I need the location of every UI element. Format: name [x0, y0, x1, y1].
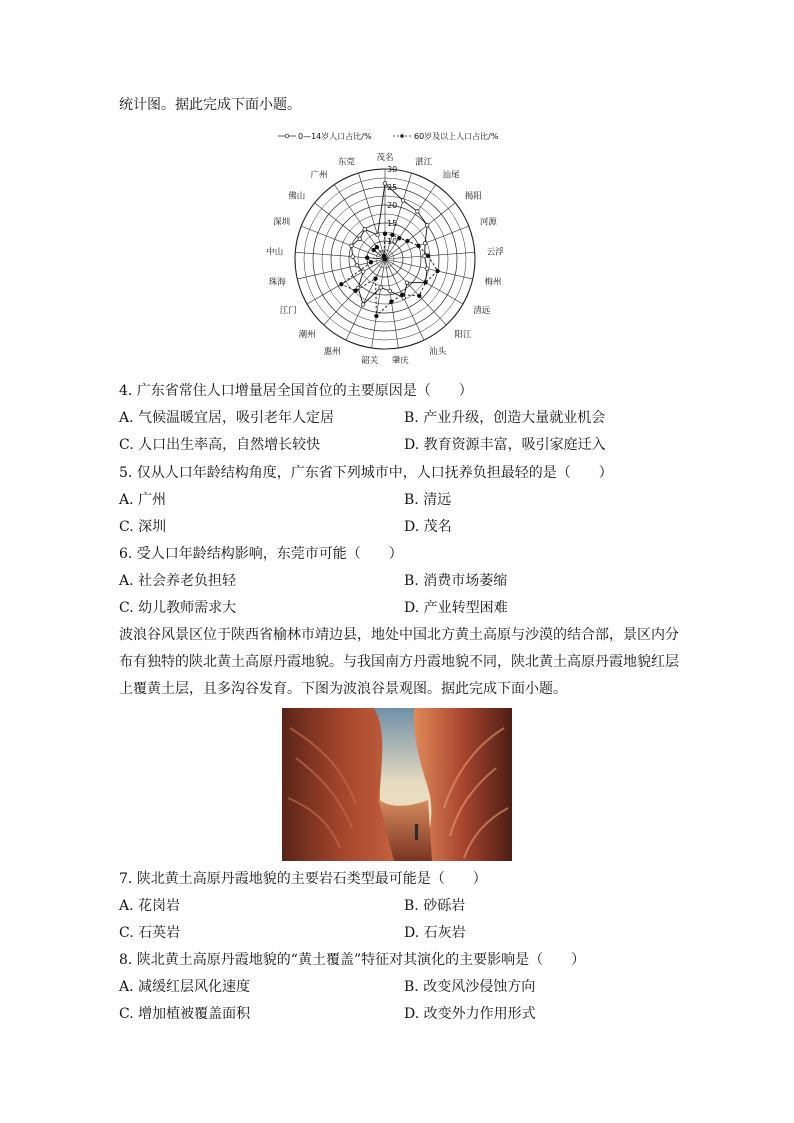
data-point-elderly [390, 300, 394, 304]
axis-tick-label: 25 [387, 183, 398, 192]
q8-option-a: A. 减缓红层风化速度 [119, 979, 251, 995]
data-point-children [425, 267, 429, 271]
category-label: 湛江 [415, 157, 433, 168]
data-point-elderly [400, 293, 404, 297]
q8-stem: 8. 陕北黄土高原丹霞地貌的“黄土覆盖”特征对其演化的主要影响是（ ） [119, 952, 586, 968]
data-point-elderly [375, 245, 379, 249]
q4-stem: 4. 广东省常住人口增量居全国首位的主要原因是（ ） [119, 383, 473, 399]
grid-spoke [385, 259, 446, 325]
data-point-elderly [406, 239, 410, 243]
q4-option-a: A. 气候温暖宜居，吸引老年人定居 [119, 410, 335, 426]
q6-option-a: A. 社会养老负担轻 [119, 573, 237, 589]
q5-option-d: D. 茂名 [404, 519, 452, 535]
data-point-elderly [340, 282, 344, 286]
radar-chart [266, 128, 530, 368]
data-point-children [388, 289, 392, 293]
data-point-children [401, 199, 405, 203]
data-point-children [355, 264, 359, 268]
q4-option-b: B. 产业升级，创造大量就业机会 [404, 410, 606, 426]
passage-text: 波浪谷风景区位于陕西省榆林市靖边县，地处中国北方黄土高原与沙漠的结合部，景区内分布有独特的陕北黄土高原丹霞地貌。与我国南方丹霞地貌不同，陕北黄土高原丹霞地貌红层上覆黄土层，且多沟谷发育。下图为波浪谷景观图。据此完成下面小题。 [119, 627, 679, 697]
q4-option-d: D. 教育资源丰富，吸引家庭迁入 [404, 437, 606, 453]
category-label: 肇庆 [391, 355, 409, 366]
data-point-children [363, 228, 367, 232]
data-point-children [379, 286, 383, 290]
axis-tick-label: 20 [387, 201, 398, 210]
category-label: 梅州 [484, 277, 502, 288]
category-label: 珠海 [268, 277, 286, 288]
q8-option-d: D. 改变外力作用形式 [404, 1006, 536, 1022]
legend-label-children: 0—14岁人口占比/% [298, 132, 372, 141]
hiker-figure [415, 828, 418, 840]
grid-spoke [307, 259, 385, 304]
chart-legend [278, 131, 499, 141]
grid-spoke [301, 226, 385, 259]
legend-label-elderly: 60岁及以上人口占比/% [414, 132, 499, 141]
axis-tick-label: 15 [387, 219, 398, 228]
data-point-elderly [383, 232, 387, 236]
q8-option-b: B. 改变风沙侵蚀方向 [404, 979, 536, 995]
data-point-elderly [375, 314, 379, 318]
data-point-children [350, 244, 354, 248]
category-label: 韶关 [361, 355, 379, 366]
category-label: 广州 [310, 170, 328, 181]
q5-option-a: A. 广州 [119, 492, 167, 508]
data-point-children [361, 270, 365, 274]
data-point-elderly [397, 236, 401, 240]
category-label: 中山 [266, 247, 284, 258]
q8-option-c: C. 增加植被覆盖面积 [119, 1006, 251, 1022]
data-point-children [423, 254, 427, 258]
canyon-image [282, 708, 512, 861]
q5-option-b: B. 清远 [404, 492, 452, 508]
q6-option-b: B. 消费市场萎缩 [404, 573, 508, 589]
data-point-elderly [374, 277, 378, 281]
category-label: 汕头 [429, 346, 447, 357]
data-point-children [425, 224, 429, 228]
category-label: 佛山 [288, 191, 306, 202]
category-label: 河源 [479, 217, 497, 228]
category-label: 东莞 [337, 157, 355, 168]
data-point-elderly [372, 248, 376, 252]
data-point-elderly [418, 294, 422, 298]
series-line-elderly [341, 234, 437, 316]
legend-dashed-marker [400, 134, 404, 138]
category-label: 揭阳 [464, 191, 482, 202]
category-label: 茂名 [376, 153, 394, 163]
category-label: 清远 [473, 306, 491, 316]
data-point-children [351, 255, 355, 259]
data-point-children [358, 237, 362, 241]
axis-tick-label: 30 [387, 165, 398, 174]
data-point-children [423, 241, 427, 245]
category-label: 惠州 [323, 346, 341, 357]
category-label: 潮州 [298, 329, 316, 340]
q6-option-d: D. 产业转型困难 [404, 600, 508, 616]
data-point-elderly [424, 281, 428, 285]
q5-stem: 5. 仅从人口年龄结构角度，广东省下列城市中，人口抚养负担最轻的是（ ） [119, 465, 613, 481]
legend-solid-marker [285, 134, 289, 138]
q7-option-a: A. 花岗岩 [119, 898, 181, 914]
data-point-children [405, 281, 409, 285]
q4-option-c: C. 人口出生率高，自然增长较快 [119, 437, 321, 453]
data-point-elderly [426, 254, 430, 258]
q7-stem: 7. 陕北黄土高原丹霞地貌的主要岩石类型最可能是（ ） [119, 871, 487, 887]
axis-tick-label: 10 [387, 237, 398, 246]
category-label: 阳江 [454, 329, 472, 340]
data-point-elderly [369, 260, 373, 264]
q6-option-c: C. 幼儿教师需求大 [119, 600, 237, 616]
category-label: 云浮 [486, 247, 504, 258]
intro-text: 统计图。据此完成下面小题。 [119, 97, 301, 113]
category-label: 汕尾 [442, 170, 460, 181]
category-label: 深圳 [273, 217, 291, 228]
wave-valley-photo [282, 708, 512, 861]
q5-option-c: C. 深圳 [119, 519, 167, 535]
q7-option-d: D. 石灰岩 [404, 925, 466, 941]
grid-spoke [358, 173, 385, 259]
q6-stem: 6. 受人口年龄结构影响，东莞市可能（ ） [119, 546, 403, 562]
data-point-elderly [365, 256, 369, 260]
data-point-children [361, 303, 365, 307]
data-point-elderly [354, 289, 358, 293]
q7-option-c: C. 石英岩 [119, 925, 181, 941]
data-point-children [416, 210, 420, 214]
category-label: 江门 [279, 306, 297, 316]
data-point-children [376, 233, 380, 237]
data-point-elderly [436, 269, 440, 273]
data-point-elderly [417, 244, 421, 248]
data-point-elderly [382, 254, 386, 258]
q7-option-b: B. 砂砾岩 [404, 898, 466, 914]
